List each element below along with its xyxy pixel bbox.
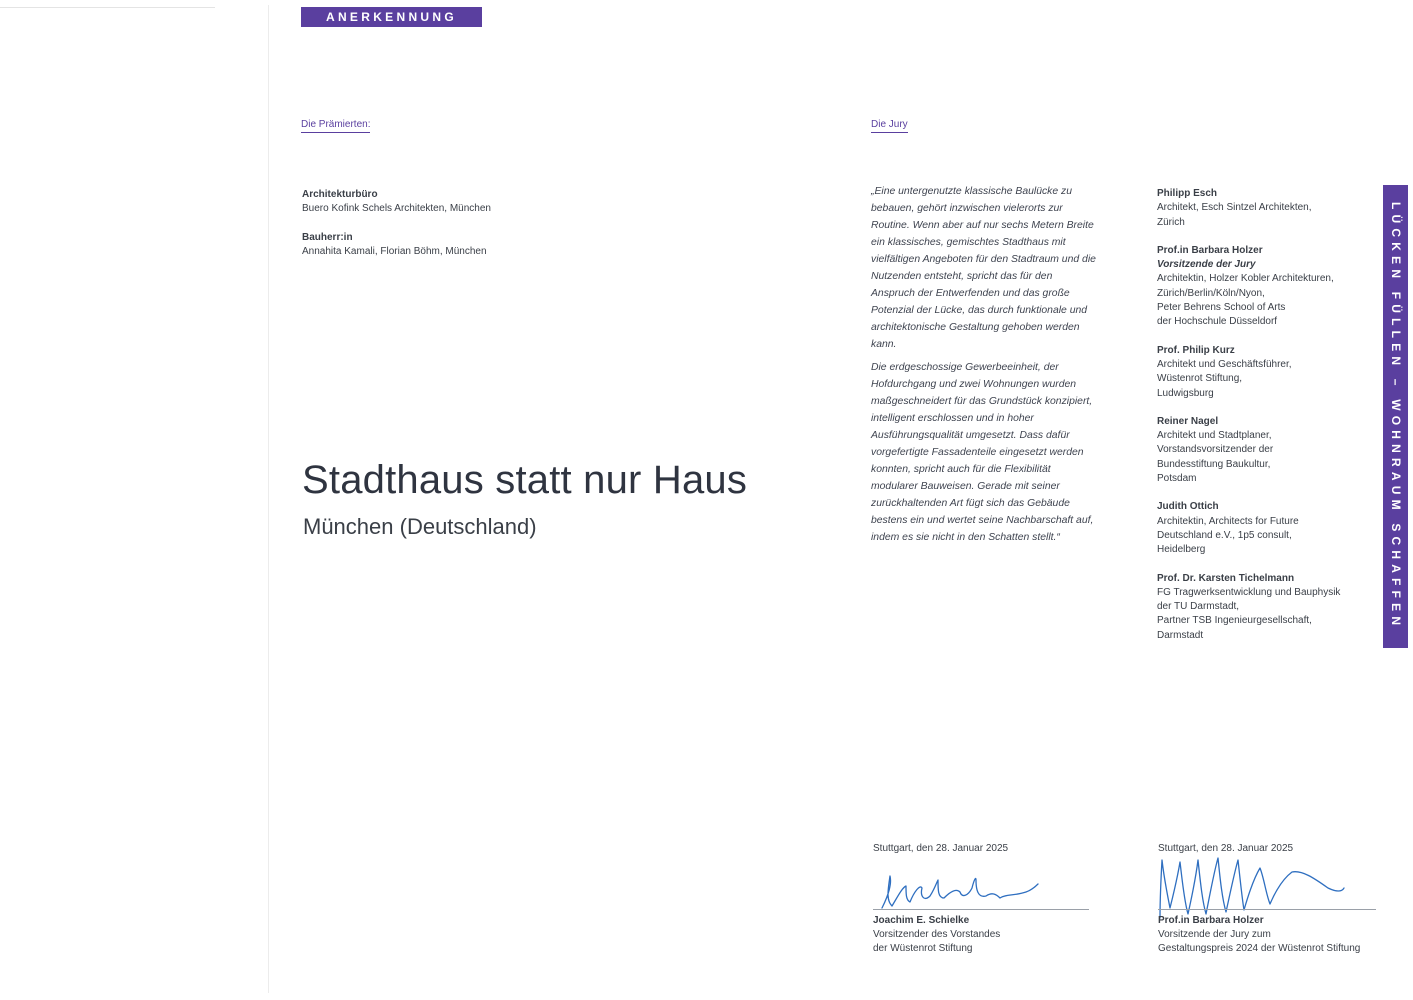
- client-info: [302, 231, 487, 259]
- signature-mark-1: [876, 866, 1046, 914]
- jury-member-line: Vorstandsvorsitzender der: [1157, 444, 1274, 456]
- jury-member-line: Architekt, Esch Sintzel Architekten,: [1157, 202, 1312, 214]
- signature-place-date-2: Stuttgart, den 28. Januar 2025: [1158, 843, 1294, 854]
- jury-member-line: Potsdam: [1157, 473, 1197, 485]
- jury-member-role: Vorsitzende der Jury: [1157, 259, 1256, 271]
- architect-info: [302, 188, 491, 216]
- jury-member: [1157, 572, 1367, 643]
- jury-member-line: der TU Darmstadt,: [1157, 601, 1240, 613]
- architect-heading: Architekturbüro: [302, 189, 378, 200]
- top-rule: [0, 7, 215, 8]
- jury-member: [1157, 244, 1367, 330]
- signature-line-2: [1158, 909, 1376, 910]
- award-badge: ANERKENNUNG: [301, 7, 482, 27]
- signatory-2: [1158, 914, 1360, 956]
- jury-member-name: Philipp Esch: [1157, 188, 1218, 199]
- jury-label: Die Jury: [871, 119, 908, 133]
- jury-member-line: Architekt und Geschäftsführer,: [1157, 358, 1292, 370]
- jury-member-line: Partner TSB Ingenieurgesellschaft,: [1157, 615, 1312, 627]
- signatory-2-line-1: Vorsitzende der Jury zum: [1158, 929, 1271, 940]
- jury-member: [1157, 187, 1367, 230]
- jury-member-line: Deutschland e.V., 1p5 consult,: [1157, 529, 1292, 541]
- project-title: Stadthaus statt nur Haus: [302, 458, 748, 502]
- jury-member-line: FG Tragwerksentwicklung und Bauphysik: [1157, 586, 1341, 598]
- signature-line-1: [873, 909, 1089, 910]
- jury-member-line: Peter Behrens School of Arts: [1157, 302, 1286, 314]
- jury-statement-paragraph-1: „Eine untergenutzte klassische Baulücke zu bebauen, gehört inzwischen vielerorts zur Routine. Wenn aber auf nur sechs Metern Breite ein klassisches, gemischtes Stadthaus mit vielfältigen Angeboten für den Stadtraum und die Nutzenden entsteht, spricht das für den Anspruch der Entwerfenden und das große Potenzial der Lücke, das durch funktionale und architektonische Gestaltung gehoben werden kann.: [871, 186, 1096, 350]
- jury-member: [1157, 344, 1367, 401]
- signatory-1: [873, 914, 1000, 956]
- client-heading: Bauherr:in: [302, 232, 353, 243]
- project-location: München (Deutschland): [303, 514, 537, 539]
- jury-member-name: Prof. Philip Kurz: [1157, 344, 1235, 356]
- jury-member-line: Ludwigsburg: [1157, 387, 1214, 399]
- signatory-2-name: Prof.in Barbara Holzer: [1158, 915, 1264, 926]
- jury-member-line: Architektin, Holzer Kobler Architekturen,: [1157, 273, 1334, 285]
- jury-member-line: Wüstenrot Stiftung,: [1157, 373, 1243, 385]
- jury-statement-paragraph-2: Die erdgeschossige Gewerbeeinheit, der Hofdurchgang und zwei Wohnungen wurden maßgeschneidert für das Grundstück konzipiert, intelligent erschlossen und in hoher Ausführungsqualität umgesetzt. Dass dafür vorgefertigte Fassadenteile eingesetzt werden konnten, spricht auch für die Flexibilität modularer Bauweisen. Gerade mit seiner zurückhaltenden Art fügt sich das Gebäude bestens ein und wertet seine Nachbarschaft auf, indem es sie nicht in den Schatten stellt.“: [871, 362, 1094, 543]
- jury-member: [1157, 500, 1367, 557]
- jury-member-line: Heidelberg: [1157, 544, 1206, 556]
- jury-member: [1157, 415, 1367, 486]
- jury-member-line: Architektin, Architects for Future: [1157, 515, 1299, 527]
- jury-members: [1157, 187, 1367, 657]
- jury-member-name: Prof.in Barbara Holzer: [1157, 244, 1263, 256]
- client-value: Annahita Kamali, Florian Böhm, München: [302, 246, 487, 257]
- jury-statement: [871, 183, 1096, 552]
- jury-member-line: Darmstadt: [1157, 629, 1204, 641]
- awardees-label: Die Prämierten:: [301, 119, 370, 133]
- architect-value: Buero Kofink Schels Architekten, München: [302, 203, 491, 214]
- side-band-text: LÜCKEN FÜLLEN – WOHNRAUM SCHAFFEN: [1389, 202, 1403, 631]
- signatory-1-line-2: der Wüstenrot Stiftung: [873, 943, 973, 954]
- signatory-2-line-2: Gestaltungspreis 2024 der Wüstenrot Stiftung: [1158, 943, 1361, 954]
- signatory-1-line-1: Vorsitzender des Vorstandes: [873, 929, 1001, 940]
- jury-member-line: der Hochschule Düsseldorf: [1157, 316, 1278, 328]
- jury-member-line: Zürich: [1157, 216, 1185, 228]
- jury-member-name: Prof. Dr. Karsten Tichelmann: [1157, 572, 1295, 584]
- jury-member-line: Bundesstiftung Baukultur,: [1157, 458, 1271, 470]
- jury-member-line: Zürich/Berlin/Köln/Nyon,: [1157, 287, 1265, 299]
- jury-member-line: Architekt und Stadtplaner,: [1157, 430, 1272, 442]
- jury-member-name: Judith Ottich: [1157, 501, 1219, 513]
- jury-member-name: Reiner Nagel: [1157, 415, 1219, 427]
- fold-line: [268, 5, 269, 993]
- signatory-1-name: Joachim E. Schielke: [873, 915, 970, 926]
- signature-place-date-1: Stuttgart, den 28. Januar 2025: [873, 843, 1009, 854]
